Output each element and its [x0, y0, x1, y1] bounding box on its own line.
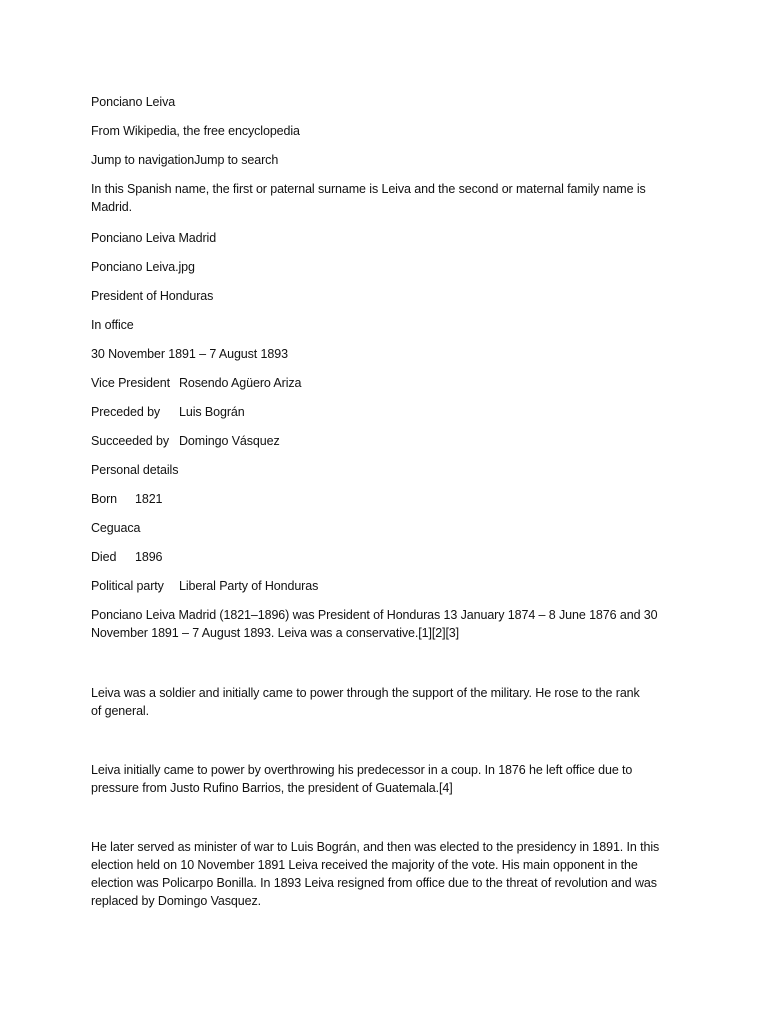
infobox-office: President of Honduras	[91, 289, 214, 303]
party-value: Liberal Party of Honduras	[179, 579, 319, 593]
article-title: Ponciano Leiva	[91, 95, 176, 109]
vice-president-label: Vice President	[91, 376, 170, 390]
succeeded-by-label: Succeeded by	[91, 434, 170, 448]
paragraph-line: Leiva initially came to power by overthrowing his predecessor in a coup. In 1876 he left office due to	[91, 763, 633, 777]
name-note-line: In this Spanish name, the first or paternal surname is Leiva and the second or maternal family name is	[91, 182, 646, 196]
infobox-birthplace: Ceguaca	[91, 521, 141, 535]
body-paragraph-intro	[91, 606, 681, 642]
infobox-preceded-by	[91, 403, 245, 421]
paragraph-line: Ponciano Leiva Madrid (1821–1896) was President of Honduras 13 January 1874 – 8 June 1876 and 30	[91, 608, 658, 622]
paragraph-line: election held on 10 November 1891 Leiva received the majority of the vote. His main opponent in the	[91, 858, 638, 872]
name-note	[91, 180, 681, 216]
born-value: 1821	[135, 492, 163, 506]
infobox-full-name: Ponciano Leiva Madrid	[91, 231, 217, 245]
infobox-party	[91, 577, 318, 595]
infobox-personal-details: Personal details	[91, 463, 179, 477]
succeeded-by-value: Domingo Vásquez	[179, 434, 280, 448]
died-value: 1896	[135, 550, 163, 564]
infobox-vice-president	[91, 374, 301, 392]
paragraph-line: pressure from Justo Rufino Barrios, the president of Guatemala.[4]	[91, 781, 453, 795]
party-label: Political party	[91, 579, 164, 593]
paragraph-line: Leiva was a soldier and initially came to power through the support of the military. He rose to the rank	[91, 686, 640, 700]
body-paragraph-presidency	[91, 838, 681, 910]
infobox-image-caption: Ponciano Leiva.jpg	[91, 260, 195, 274]
infobox-term: 30 November 1891 – 7 August 1893	[91, 347, 288, 361]
preceded-by-value: Luis Bográn	[179, 405, 245, 419]
infobox-in-office-label: In office	[91, 318, 134, 332]
preceded-by-label: Preceded by	[91, 405, 161, 419]
paragraph-line: He later served as minister of war to Luis Bográn, and then was elected to the presidency in 1891. In this	[91, 840, 660, 854]
name-note-line: Madrid.	[91, 200, 132, 214]
infobox-born	[91, 490, 162, 508]
jump-links: Jump to navigationJump to search	[91, 153, 279, 167]
paragraph-line: election was Policarpo Bonilla. In 1893 Leiva resigned from office due to the threat of revolution and was	[91, 876, 657, 890]
died-label: Died	[91, 550, 117, 564]
body-paragraph-coup	[91, 761, 681, 797]
infobox-succeeded-by	[91, 432, 280, 450]
vice-president-value: Rosendo Agüero Ariza	[179, 376, 302, 390]
paragraph-line: November 1891 – 7 August 1893. Leiva was a conservative.[1][2][3]	[91, 626, 460, 640]
paragraph-line: replaced by Domingo Vasquez.	[91, 894, 261, 908]
born-label: Born	[91, 492, 118, 506]
body-paragraph-soldier	[91, 684, 681, 720]
infobox-died	[91, 548, 162, 566]
source-line: From Wikipedia, the free encyclopedia	[91, 124, 300, 138]
paragraph-line: of general.	[91, 704, 149, 718]
